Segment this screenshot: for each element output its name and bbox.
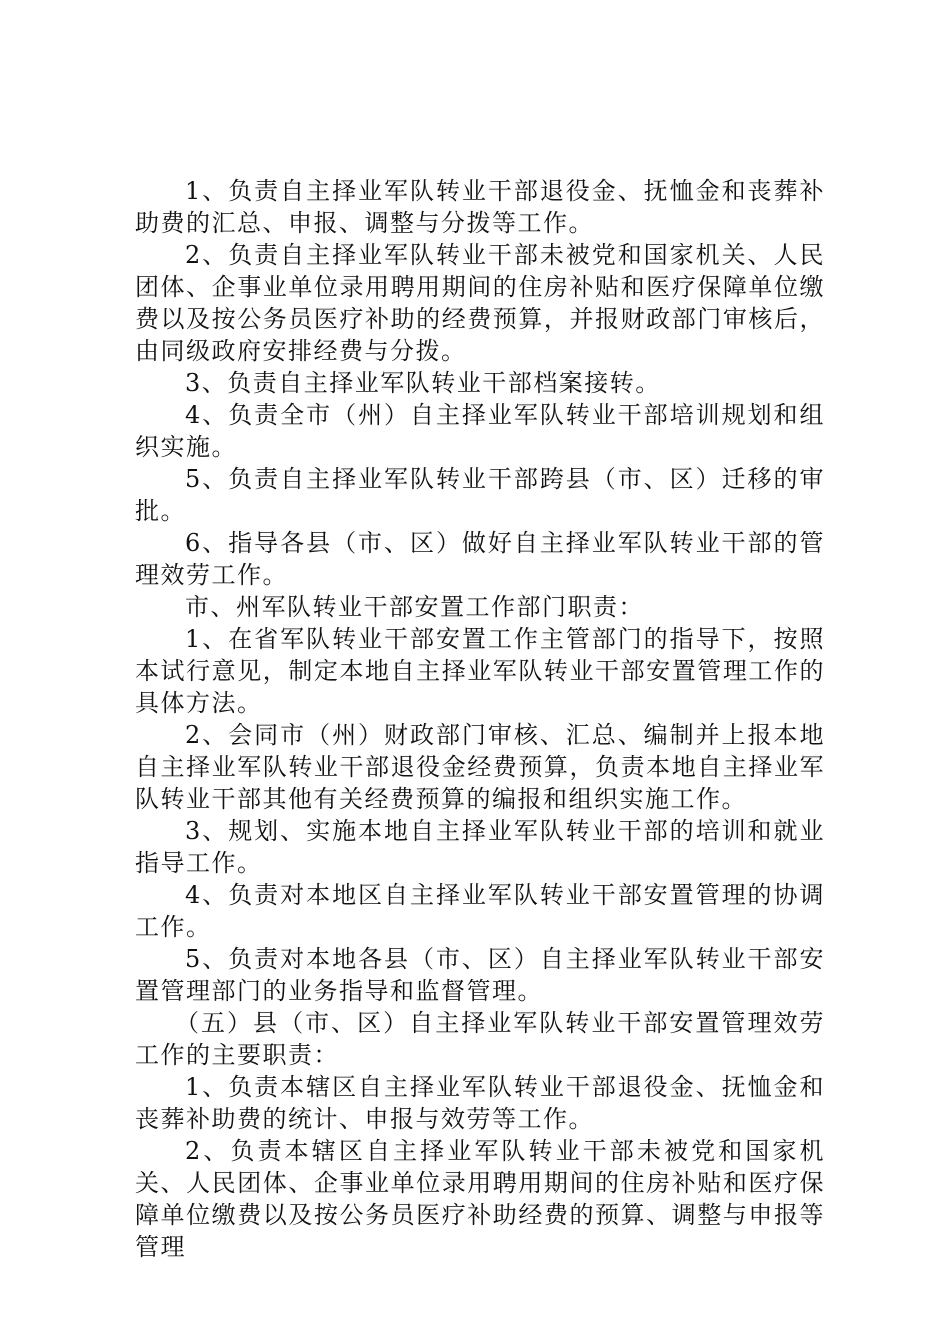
paragraph: 6、指导各县（市、区）做好自主择业军队转业干部的管理效劳工作。	[135, 529, 825, 589]
paragraph: 5、负责对本地各县（市、区）自主择业军队转业干部安置管理部门的业务指导和监督管理。	[135, 945, 825, 1005]
paragraph: 4、负责全市（州）自主择业军队转业干部培训规划和组织实施。	[135, 401, 825, 461]
paragraph: 4、负责对本地区自主择业军队转业干部安置管理的协调工作。	[135, 881, 825, 941]
paragraph: 3、负责自主择业军队转业干部档案接转。	[185, 369, 661, 397]
section-heading: 市、州军队转业干部安置工作部门职责：	[185, 593, 644, 621]
paragraph: 5、负责自主择业军队转业干部跨县（市、区）迁移的审批。	[135, 465, 825, 525]
paragraph: 3、规划、实施本地自主择业军队转业干部的培训和就业指导工作。	[135, 817, 825, 877]
paragraph: 2、会同市（州）财政部门审核、汇总、编制并上报本地自主择业军队转业干部退役金经费预算，负责本地自主择业军队转业干部其他有关经费预算的编报和组织实施工作。	[135, 721, 825, 813]
paragraph: 2、负责自主择业军队转业干部未被党和国家机关、人民团体、企事业单位录用聘用期间的住房补贴和医疗保障单位缴费以及按公务员医疗补助的经费预算，并报财政部门审核后，由同级政府安排经费与分拨。	[135, 241, 825, 365]
paragraph: 1、负责自主择业军队转业干部退役金、抚恤金和丧葬补助费的汇总、申报、调整与分拨等工作。	[135, 177, 825, 237]
paragraph: 1、在省军队转业干部安置工作主管部门的指导下，按照本试行意见，制定本地自主择业军队转业干部安置管理工作的具体方法。	[135, 625, 825, 717]
section-heading: （五）县（市、区）自主择业军队转业干部安置管理效劳工作的主要职责：	[135, 1009, 825, 1069]
paragraph: 2、负责本辖区自主择业军队转业干部未被党和国家机关、人民团体、企事业单位录用聘用期间的住房补贴和医疗保障单位缴费以及按公务员医疗补助经费的预算、调整与申报等管理	[135, 1137, 825, 1261]
document-body	[135, 175, 825, 1263]
paragraph: 1、负责本辖区自主择业军队转业干部退役金、抚恤金和丧葬补助费的统计、申报与效劳等工作。	[135, 1073, 825, 1133]
